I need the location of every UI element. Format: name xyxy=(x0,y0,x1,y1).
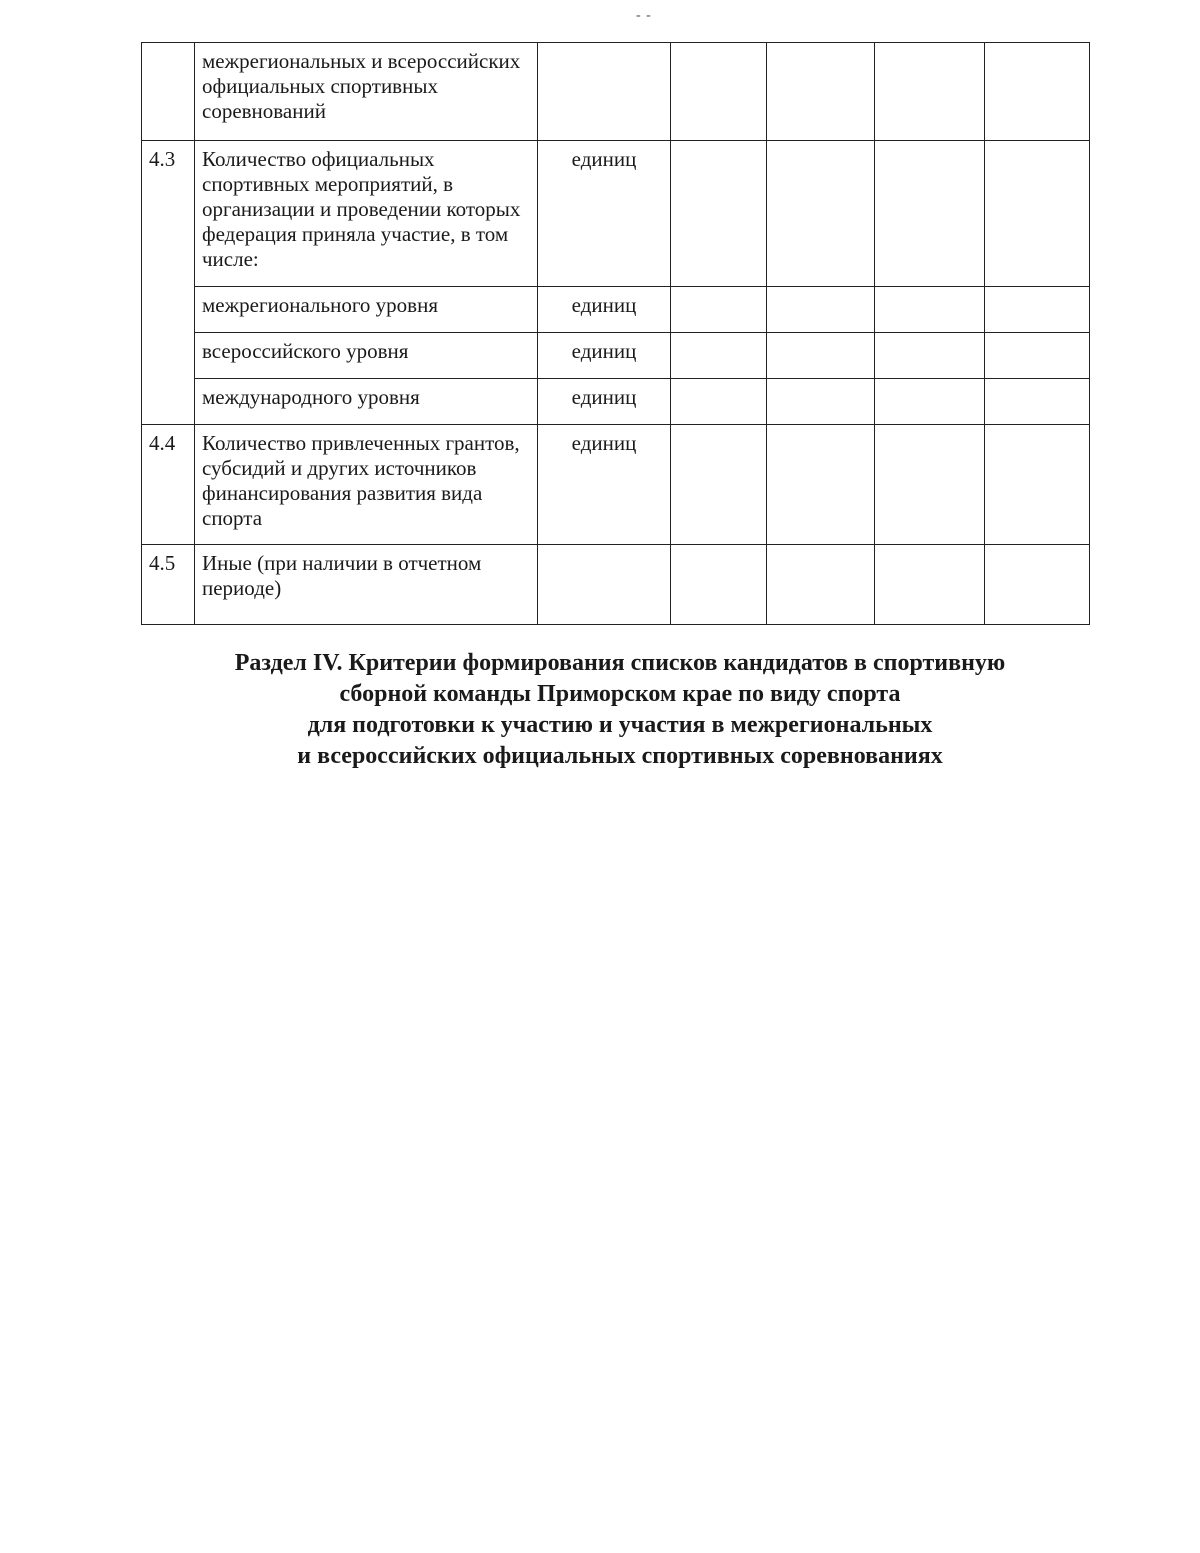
value-cell xyxy=(671,425,767,545)
value-cell xyxy=(671,545,767,625)
value-cell xyxy=(875,141,985,287)
row-text: Количество привлеченных грантов, субсидий и других источников финансирования развития вида спорта xyxy=(195,425,538,545)
table-row xyxy=(142,425,1090,545)
value-cell xyxy=(875,545,985,625)
row-number xyxy=(142,43,195,141)
table-row xyxy=(142,379,1090,425)
value-cell xyxy=(767,379,875,425)
value-cell xyxy=(767,425,875,545)
row-unit xyxy=(538,43,671,141)
section-heading xyxy=(140,648,1100,772)
value-cell xyxy=(985,43,1090,141)
section-heading-line: сборной команды Приморском крае по виду спорта xyxy=(339,681,901,707)
value-cell xyxy=(875,425,985,545)
value-cell xyxy=(671,379,767,425)
row-text: Количество официальных спортивных мероприятий, в организации и проведении которых федерация приняла участие, в том числе: xyxy=(195,141,538,287)
value-cell xyxy=(985,141,1090,287)
value-cell xyxy=(875,333,985,379)
value-cell xyxy=(985,545,1090,625)
value-cell xyxy=(875,287,985,333)
row-text: Иные (при наличии в отчетном периоде) xyxy=(195,545,538,625)
value-cell xyxy=(671,333,767,379)
row-unit: единиц xyxy=(538,333,671,379)
value-cell xyxy=(985,425,1090,545)
row-number: 4.4 xyxy=(142,425,195,545)
row-unit: единиц xyxy=(538,425,671,545)
value-cell xyxy=(767,545,875,625)
row-unit: единиц xyxy=(538,379,671,425)
table-row xyxy=(142,333,1090,379)
value-cell xyxy=(875,43,985,141)
value-cell xyxy=(671,43,767,141)
row-unit xyxy=(538,545,671,625)
indicators-table xyxy=(141,42,1090,625)
row-number: 4.5 xyxy=(142,545,195,625)
row-text: международного уровня xyxy=(195,379,538,425)
value-cell xyxy=(875,379,985,425)
row-unit: единиц xyxy=(538,141,671,287)
table-row xyxy=(142,287,1090,333)
page-number-mark: - - xyxy=(636,8,652,23)
table-row xyxy=(142,141,1090,287)
row-text: межрегиональных и всероссийских официальных спортивных соревнований xyxy=(195,43,538,141)
value-cell xyxy=(767,287,875,333)
section-heading-line: для подготовки к участию и участия в межрегиональных xyxy=(307,712,933,738)
value-cell xyxy=(671,141,767,287)
row-text: всероссийского уровня xyxy=(195,333,538,379)
value-cell xyxy=(985,287,1090,333)
value-cell xyxy=(985,379,1090,425)
value-cell xyxy=(671,287,767,333)
row-unit: единиц xyxy=(538,287,671,333)
section-heading-line: и всероссийских официальных спортивных соревнованиях xyxy=(297,743,943,769)
row-number: 4.3 xyxy=(142,141,195,425)
section-heading-line: Раздел IV. Критерии формирования списков кандидатов в спортивную xyxy=(234,650,1006,676)
value-cell xyxy=(767,141,875,287)
table-row xyxy=(142,43,1090,141)
value-cell xyxy=(985,333,1090,379)
value-cell xyxy=(767,333,875,379)
value-cell xyxy=(767,43,875,141)
table-row xyxy=(142,545,1090,625)
row-text: межрегионального уровня xyxy=(195,287,538,333)
